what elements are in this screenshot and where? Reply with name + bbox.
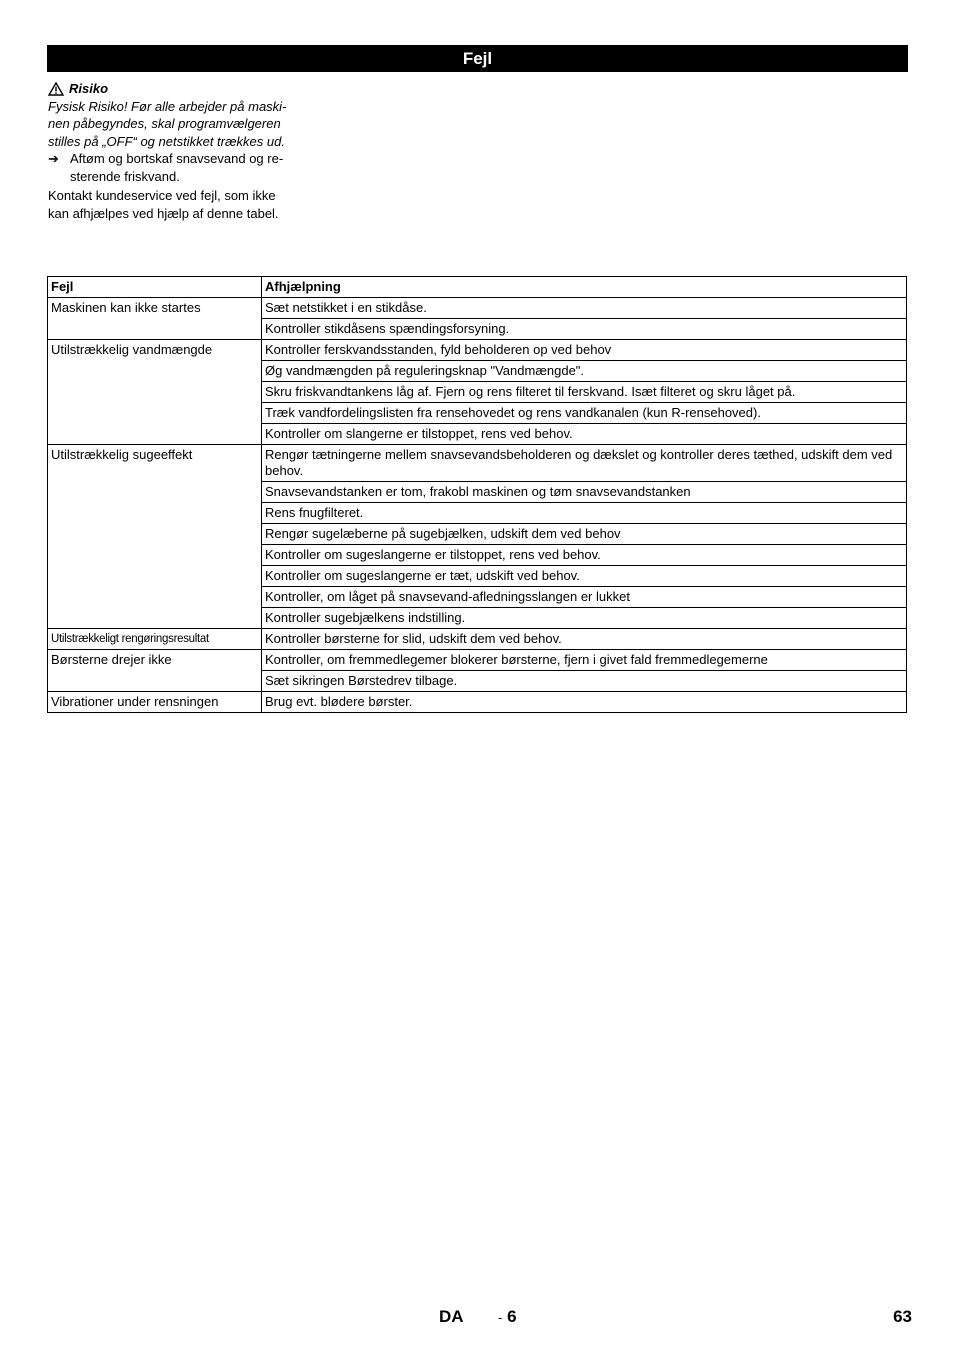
remedy-cell: Kontroller sugebjælkens indstilling. (262, 608, 907, 629)
table-row (48, 340, 907, 361)
remedy-cell: Sæt netstikket i en stikdåse. (262, 298, 907, 319)
remedy-cell: Kontroller, om låget på snavsevand-afledningsslangen er lukket (262, 587, 907, 608)
footer-page-number: 63 (893, 1307, 912, 1326)
fault-cell: Børsterne drejer ikke (48, 650, 262, 692)
warning-triangle-icon (48, 82, 64, 96)
remedy-cell: Sæt sikringen Børstedrev tilbage. (262, 671, 907, 692)
fault-table-body (48, 298, 907, 713)
remedy-cell: Øg vandmængden på reguleringsknap "Vandmængde". (262, 361, 907, 382)
fault-table (47, 276, 907, 713)
risk-text: Fysisk Risiko! Før alle arbejder på maski- nen påbegyndes, skal programvælgeren stilles på „OFF“ og netstikket trækkes ud. (48, 98, 287, 149)
footer-dash: - (498, 1310, 503, 1325)
risk-heading-row (48, 80, 316, 98)
contact-note: Kontakt kundeservice ved fejl, som ikke kan afhjælpes ved hjælp af denne tabel. (48, 188, 279, 221)
footer-section-number: 6 (507, 1307, 517, 1326)
table-header-row (48, 277, 907, 298)
arrow-right-icon: ➔ (48, 151, 59, 166)
column-header-remedy: Afhjælpning (262, 277, 907, 298)
remedy-cell: Kontroller om sugeslangerne er tæt, udskift ved behov. (262, 566, 907, 587)
table-row (48, 650, 907, 671)
page-title: Fejl (47, 45, 908, 72)
fault-cell: Utilstrækkelig vandmængde (48, 340, 262, 445)
remedy-cell: Kontroller børsterne for slid, udskift dem ved behov. (262, 629, 907, 650)
remedy-cell: Kontroller, om fremmedlegemer blokerer børsterne, fjern i givet fald fremmedlegemerne (262, 650, 907, 671)
footer-language: DA (439, 1307, 464, 1326)
remedy-cell: Kontroller ferskvandsstanden, fyld beholderen op ved behov (262, 340, 907, 361)
remedy-cell: Rengør tætningerne mellem snavsevandsbeholderen og dækslet og kontroller deres tæthed, udskift dem ved behov. (262, 445, 907, 482)
remedy-cell: Kontroller stikdåsens spændingsforsyning. (262, 319, 907, 340)
fault-cell: Vibrationer under rensningen (48, 692, 262, 713)
remedy-cell: Kontroller om sugeslangerne er tilstoppet, rens ved behov. (262, 545, 907, 566)
fault-cell: Utilstrækkeligt rengøringsresultat (48, 629, 262, 650)
risk-section (48, 80, 316, 222)
fault-cell: Maskinen kan ikke startes (48, 298, 262, 340)
remedy-cell: Rens fnugfilteret. (262, 503, 907, 524)
instruction-bullet (48, 150, 316, 185)
footer-section-page (498, 1307, 517, 1327)
table-row (48, 298, 907, 319)
risk-heading: Risiko (69, 81, 109, 96)
fault-cell: Utilstrækkelig sugeeffekt (48, 445, 262, 629)
remedy-cell: Brug evt. blødere børster. (262, 692, 907, 713)
remedy-cell: Skru friskvandtankens låg af. Fjern og rens filteret til ferskvand. Isæt filteret og skru låget på. (262, 382, 907, 403)
column-header-fault: Fejl (48, 277, 262, 298)
table-row (48, 692, 907, 713)
remedy-cell: Træk vandfordelingslisten fra rensehovedet og rens vandkanalen (kun R-rensehoved). (262, 403, 907, 424)
table-row (48, 445, 907, 482)
remedy-cell: Kontroller om slangerne er tilstoppet, rens ved behov. (262, 424, 907, 445)
remedy-cell: Rengør sugelæberne på sugebjælken, udskift dem ved behov (262, 524, 907, 545)
instruction-text: Aftøm og bortskaf snavsevand og re- sterende friskvand. (70, 151, 284, 184)
remedy-cell: Snavsevandstanken er tom, frakobl maskinen og tøm snavsevandstanken (262, 482, 907, 503)
table-row (48, 629, 907, 650)
